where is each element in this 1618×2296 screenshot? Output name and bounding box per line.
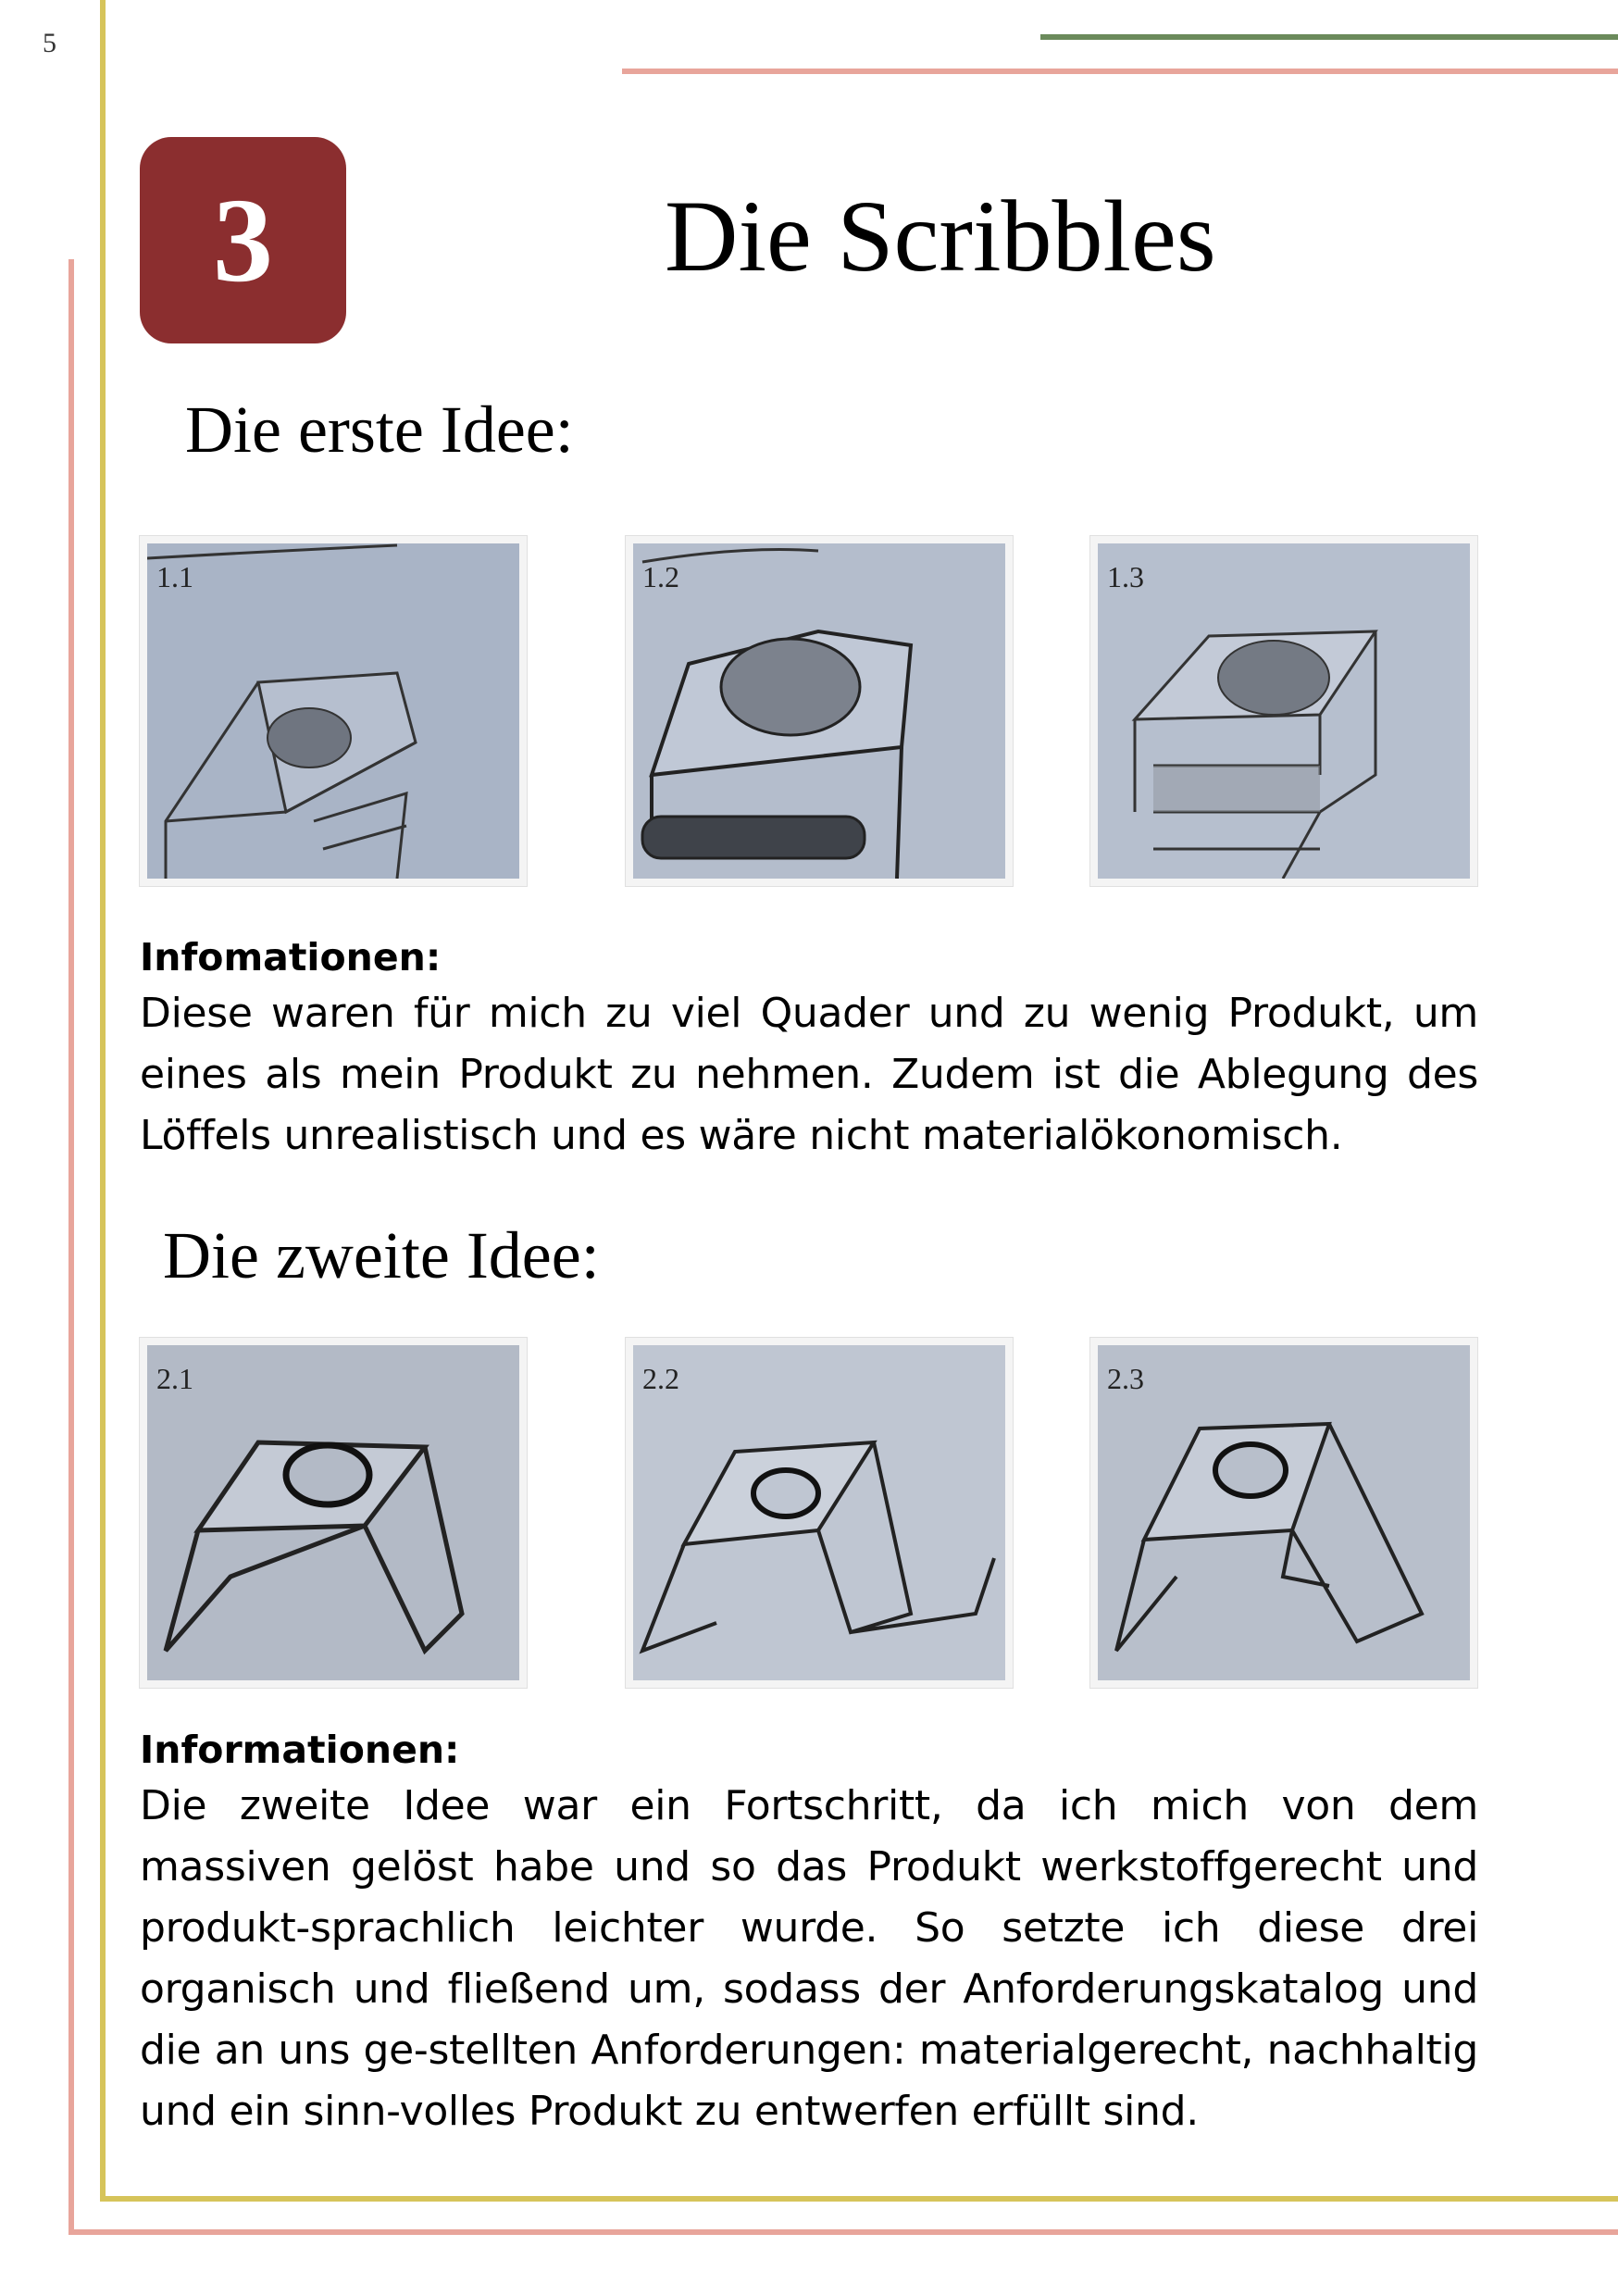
sketch-label: 1.3	[1107, 560, 1144, 593]
sketch-label: 1.1	[156, 560, 193, 593]
sketch-image	[139, 1337, 528, 1689]
second-idea-heading: Die zweite Idee:	[163, 1218, 600, 1292]
sketch-label: 1.2	[642, 560, 679, 593]
frame-line-yellow-vertical	[100, 0, 106, 2202]
pencil-sketch-arch	[1098, 1345, 1470, 1680]
info-text: Die zweite Idee war ein Fortschritt, da ich mich von dem massiven gelöst habe und so das Produkt werkstoffgerecht und produkt-sprachlich leichter wurde. So setzte ich diese drei organisch und fließend um, sodass der Anforderungskatalog und die an uns ge-stellten Anforderungen: materialgerecht, nachhaltig und ein sinn-volles Produkt zu entwerfen erfüllt sind.	[140, 1782, 1478, 2135]
sketch-label: 2.2	[642, 1362, 679, 1395]
pencil-sketch-cube	[633, 543, 1005, 879]
chapter-badge	[140, 137, 346, 343]
info-text: Diese waren für mich zu viel Quader und zu wenig Produkt, um eines als mein Produkt zu nehmen. Zudem ist die Ablegung des Löffels unrealistisch und es wäre nicht materialökonomisch.	[140, 990, 1478, 1159]
frame-line-pink-vertical	[68, 259, 74, 2235]
frame-line-yellow-bottom	[100, 2196, 1618, 2202]
pencil-sketch-cube	[1098, 543, 1470, 879]
first-idea-heading: Die erste Idee:	[185, 393, 574, 467]
pencil-sketch-cube	[147, 543, 519, 879]
chapter-number: 3	[213, 173, 273, 307]
sketch-image	[625, 1337, 1014, 1689]
sketch-image	[139, 535, 528, 887]
info-title: Infomationen:	[140, 935, 442, 980]
frame-line-pink-bottom	[68, 2229, 1618, 2235]
pencil-sketch-bridge	[147, 1345, 519, 1680]
info-title: Informationen:	[140, 1728, 460, 1772]
pencil-sketch-wave	[633, 1345, 1005, 1680]
sketch-image	[625, 535, 1014, 887]
sketch-image	[1089, 1337, 1478, 1689]
page-number: 5	[43, 28, 56, 58]
sketch-image	[1089, 535, 1478, 887]
sketch-label: 2.1	[156, 1362, 193, 1395]
first-idea-info	[140, 931, 1478, 1167]
second-idea-info	[140, 1724, 1478, 2142]
page-title: Die Scribbles	[665, 180, 1216, 293]
sketch-label: 2.3	[1107, 1362, 1144, 1395]
top-line-pink	[622, 69, 1618, 74]
top-line-green	[1040, 34, 1618, 40]
